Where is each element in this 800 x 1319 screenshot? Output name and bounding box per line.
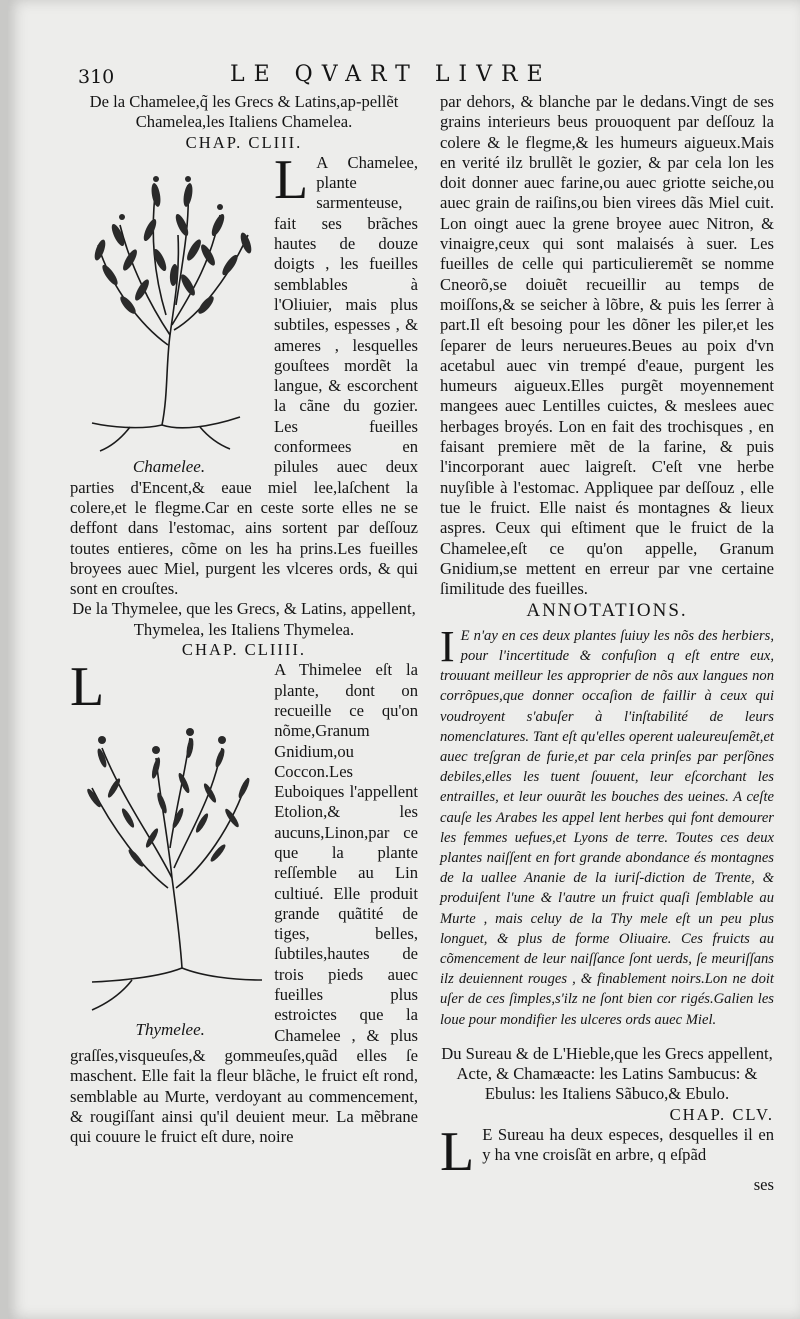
- figure-caption-chamelee: Chamelee.: [132, 456, 206, 476]
- chapter-heading-thymelee: De la Thymelee, que les Grecs, & Latins, appellent, Thymelea, les Italiens Thymelea.: [72, 599, 416, 639]
- running-title: LE QVART LIVRE: [230, 62, 552, 87]
- figure-caption-thymelee: Thymelee.: [135, 1020, 205, 1040]
- woodcut-thymelee: [72, 718, 268, 1040]
- woodcut-chamelee: [70, 155, 268, 477]
- annotations-text: [440, 621, 774, 1030]
- annotations-body: E n'ay en ces deux plantes ſuiuy les nõs des herbiers, pour l'incertitude & confuſion q eſt entre eux, trouuant meilleur les approprier de nõs aux langues non corrõpues,que donner occaſion de faillir à ceux qui voudroyent s'abuſer à l'inſtabilité de leurs nomenclatures. Tant eſt qu'elles operent ualeureuſemẽt,et auec treſgran de furie,et par cela prinſes par perſõnes debiles,elles les tuent ſouuent, leur eſcorchant les entrailles, et leur ouurãt les bouches des ueines. A ceſte cauſe les Arabes les appel lent herbes qui font demourer les femmes uefues,et Lyons de terre. Toutes ces deux plantes naiſſent en fort grande abondance és montagnes de la uallee Ananie de la iuriſ-diction de Trente, & produiſent l'une & l'autre un fruict quaſi ſemblable au Murte , mais celuy de la Thy mele eſt un peu plus longuet, & plus de forme Oliuaire. Ces fruicts au cõmencement de leur naiſſance ſont uerds, ſe meuriſſans ilz deuiennent rouges , & finablement noirs.Lon ne doit uſer de ces ſimples,s'ilz ne ſont bien cor rigés.Galien les loue pour mondifier les ulceres ords auec Miel.: [440, 627, 774, 1028]
- right-column: [440, 92, 774, 1195]
- chapter-number-153: CHAP. CLIII.: [185, 132, 303, 152]
- drop-capital: L: [440, 1120, 475, 1183]
- drop-capital: L: [274, 148, 309, 211]
- thymelee-plant-illustration: [72, 718, 268, 1018]
- left-column: [70, 92, 418, 1147]
- catchword: ses: [753, 1174, 774, 1194]
- chamelee-plant-illustration: [70, 155, 268, 455]
- thymelee-body: A Thimelee eſt la plante, dont on recueille ce qu'on nõme,Granum Gnidium,ou Coccon.Les Euboiques l'appellent Etolion,& les aucuns,Linon,par ce que la plante reſſemble au Lin cultiué. Elle produit grande quãtité de tiges, belles, ſubtiles,hautes de trois pieds auec fueilles plus estroictes que la Chamelee , & plus graſſes,visqueuſes,& gommeuſes,quãd elles ſe maschent. Elle fait la fleur blãche, le fruict eſt rond, semblable au Murte, verdoyant au commencement, & rougiſſant ainsi qu'il deuient meur. La mẽbrane qui couure le fruict eſt dure, noire: [70, 660, 418, 1147]
- sureau-body: E Sureau ha deux especes, desquelles il en y ha vne croisſãt en arbre, q eſpãd: [482, 1124, 774, 1165]
- folio-number: 310: [78, 66, 115, 88]
- annotations-title: ANNOTATIONS.: [526, 600, 688, 622]
- chapter-number-154: CHAP. CLIIII.: [181, 640, 307, 660]
- chamelee-body: A Chamelee, plante sarmenteuse, fait ses brãches hautes de douze doigts , les fueilles semblables à l'Oliuier, mais plus subtiles, espesses , & ameres , lesquelles gouſtees mordẽt la langue, & escorchent la cãne du gozier. Les fueilles conformees en pilules auec deux parties d'Encent,& eaue miel lee,laſchent la colere,et le flegme.Car en ceste sorte elles ne se deffont dans l'estomac, ains sortent par deſſouz toutes entieres, cõme on les ha prins.Les fueilles broyees auec Miel, purgent les vlceres ords, & qui sont en crouſtes.: [70, 152, 418, 599]
- book-page: [8, 0, 800, 1319]
- thymelee-text: [70, 656, 418, 1147]
- chapter-heading-chamelee: De la Chamelee,q̃ les Grecs & Latins,ap-pellẽt Chamelea,les Italiens Chamelea.: [89, 92, 399, 132]
- chapter-number-155: CHAP. CLV.: [669, 1104, 774, 1124]
- drop-capital: I: [440, 621, 455, 671]
- thymelee-continued-text: par dehors, & blanche par le dedans.Vingt de ses grains interieurs beus prouoquent par deſſouz la colere & le flegme,& les humeurs aigueux.Mais en verité ilz brullẽt le gozier, & par cela lon les doit donner auec farine,ou auec griotte seiche,ou auec grain de raiſins,ou bien virees dãs Miel cuit. Lon oingt auec la grene broyee auec Nitron, & vinaigre,ceux qui sont malaisés à suer. Les fueilles de celle qui particulieremẽt se nomme Cneorõ,se doiuẽt recueillir au temps de moiſſons,& se seicher à lõbre, & puis les ſerrer à part.Il eſt besoing pour les dõner les piler,et les ſeparer de leurs nerueures.Beues au poix d'vn acetabul auec vin trempé d'eaue, purgent les humeurs aigueux.Elles purgẽt moyennement mangees auec Lentilles cuictes, & meslees auec herbages broyés. Lon en fait des trochisques , en faisant premiere mẽt de la farine, & puis l'incorporant auec laigreſt. C'eſt vne herbe nuyſible à l'estomac. Appliquee par deſſouz , elle tue le fruict. Elle naist és montagnes & lieux aspres. Ceux qui eſtiment que le fruict de la Chamelee,eſt ce qu'on appelle, Granum Gnidium,se mettent en erreur par vne certaine ſimilitude des fueilles.: [440, 92, 774, 599]
- sureau-text: [440, 1120, 774, 1183]
- chapter-heading-sureau: Du Sureau & de L'Hieble,que les Grecs appellent, Acte, & Chamæacte: les Latins Sambucus: & Ebulus: les Italiens Sãbuco,& Ebulo.: [441, 1043, 773, 1104]
- drop-capital: L: [70, 656, 105, 719]
